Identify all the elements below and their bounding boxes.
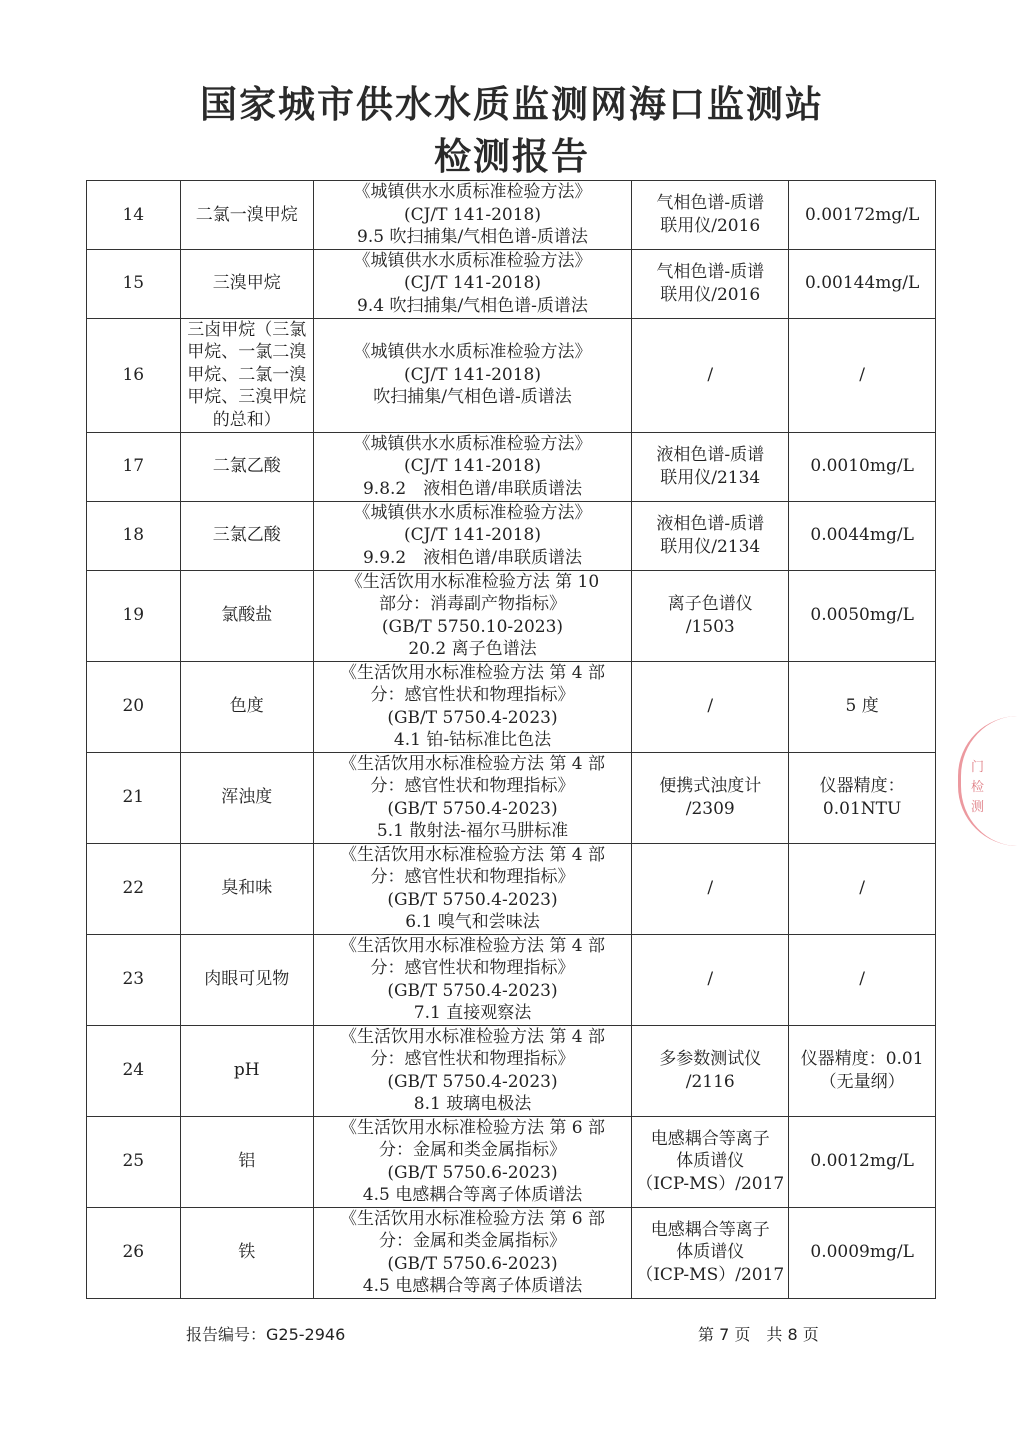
item-name-cell — [180, 934, 313, 1025]
detection-limit-line: 5 度 — [845, 696, 879, 717]
instrument-line: 联用仪/2134 — [660, 536, 761, 557]
test-method-line: 20.2 离子色谱法 — [408, 639, 537, 659]
test-method-line: 《城镇供水水质标准检验方法》 — [353, 342, 592, 363]
detection-limit-line: 0.0010mg/L — [810, 456, 914, 477]
test-method-line: (CJ/T 141-2018) — [403, 204, 541, 225]
test-method-line: (GB/T 5750.10-2023) — [381, 616, 564, 637]
table-row — [87, 1207, 936, 1298]
table-row — [87, 1025, 936, 1116]
red-seal-stamp — [958, 716, 1021, 846]
detection-limit-cell — [789, 1207, 936, 1298]
test-method-line: 4.5 电感耦合等离子体质谱法 — [362, 1185, 583, 1205]
instrument-cell — [632, 181, 789, 250]
item-number-cell: 15 — [87, 249, 181, 318]
item-name-line: 甲烷、一氯二溴 — [187, 342, 307, 363]
detection-limit-line: 0.0044mg/L — [810, 525, 914, 546]
item-name-line: 二氯一溴甲烷 — [195, 204, 298, 225]
item-name-line: 的总和） — [212, 409, 281, 430]
test-method-line: (GB/T 5750.4-2023) — [387, 1071, 558, 1092]
table-row — [87, 249, 936, 318]
item-name-line: pH — [233, 1060, 260, 1081]
test-method-line: 分：感官性状和物理指标》 — [370, 685, 575, 705]
test-method-line: (GB/T 5750.4-2023) — [387, 798, 558, 819]
test-method-line: 9.5 吹扫捕集/气相色谱-质谱法 — [357, 227, 588, 247]
detection-limit-line: / — [859, 364, 865, 385]
instrument-cell — [632, 318, 789, 432]
table-row — [87, 843, 936, 934]
test-method-line: (CJ/T 141-2018) — [403, 525, 541, 546]
test-method-line: 4.1 铂-钴标准比色法 — [393, 730, 552, 750]
stamp-char: 测 — [971, 800, 985, 815]
test-method-line: (CJ/T 141-2018) — [403, 273, 541, 294]
item-name-line: 甲烷、二氯一溴 — [187, 364, 307, 385]
table-row — [87, 318, 936, 432]
detection-limit-line: 0.0050mg/L — [810, 605, 914, 626]
test-method-cell — [313, 1207, 631, 1298]
test-method-line: 《生活饮用水标准检验方法 第 4 部 — [339, 935, 605, 956]
instrument-cell — [632, 661, 789, 752]
detection-limit-cell — [789, 181, 936, 250]
instrument-line: / — [707, 969, 714, 990]
item-number-cell: 23 — [87, 934, 181, 1025]
page-number: 第 7 页 共 8 页 — [698, 1325, 819, 1344]
table-row — [87, 661, 936, 752]
instrument-line: 联用仪/2134 — [660, 467, 761, 488]
item-name-line: 色度 — [229, 696, 264, 717]
test-method-cell — [313, 501, 631, 570]
detection-limit-line: 0.01NTU — [822, 798, 902, 819]
test-method-line: 分：感官性状和物理指标》 — [370, 958, 575, 978]
item-number-cell: 22 — [87, 843, 181, 934]
test-method-line: 分：感官性状和物理指标》 — [370, 1049, 575, 1069]
item-name-cell — [180, 1025, 313, 1116]
instrument-cell — [632, 934, 789, 1025]
test-method-line: 《生活饮用水标准检验方法 第 6 部 — [339, 1208, 605, 1229]
instrument-line: （ICP-MS）/2017 — [636, 1173, 785, 1194]
stamp-char: 检 — [971, 780, 985, 795]
test-method-cell — [313, 1116, 631, 1207]
test-method-line: 分：感官性状和物理指标》 — [370, 867, 575, 887]
item-number-cell: 21 — [87, 752, 181, 843]
detection-limit-line: / — [859, 969, 865, 990]
item-name-line: 二氯乙酸 — [212, 456, 281, 477]
test-method-line: 4.5 电感耦合等离子体质谱法 — [362, 1276, 583, 1296]
instrument-line: 便携式浊度计 — [659, 776, 762, 796]
instrument-line: /2116 — [685, 1071, 735, 1092]
test-method-line: 《生活饮用水标准检验方法 第 6 部 — [339, 1117, 605, 1138]
instrument-cell — [632, 432, 789, 501]
test-method-line: (GB/T 5750.4-2023) — [387, 707, 558, 728]
instrument-line: 离子色谱仪 — [667, 594, 753, 614]
instrument-line: 气相色谱-质谱 — [656, 193, 765, 214]
detection-limit-line: / — [859, 878, 865, 899]
detection-limit-line: （无量纲） — [819, 1071, 905, 1092]
item-name-cell — [180, 249, 313, 318]
instrument-cell — [632, 249, 789, 318]
table-row — [87, 752, 936, 843]
item-name-cell — [180, 318, 313, 432]
instrument-line: （ICP-MS）/2017 — [636, 1264, 785, 1285]
instrument-line: 液相色谱-质谱 — [656, 445, 765, 465]
test-method-line: 《生活饮用水标准检验方法 第 10 — [345, 571, 600, 592]
detection-limit-cell — [789, 249, 936, 318]
report-title: 国家城市供水水质监测网海口监测站 — [200, 83, 824, 126]
detection-limit-line: 仪器精度：0.01 — [800, 1049, 924, 1069]
test-method-cell — [313, 752, 631, 843]
test-method-line: 《生活饮用水标准检验方法 第 4 部 — [339, 844, 605, 865]
test-method-cell — [313, 1025, 631, 1116]
detection-limit-line: 0.0012mg/L — [810, 1151, 914, 1172]
item-name-line: 甲烷、三溴甲烷 — [187, 387, 307, 408]
detection-limit-cell — [789, 934, 936, 1025]
test-method-line: 分：金属和类金属指标》 — [378, 1140, 566, 1160]
report-number-value: G25-2946 — [266, 1325, 346, 1344]
instrument-line: 多参数测试仪 — [659, 1049, 762, 1069]
detection-limit-cell — [789, 318, 936, 432]
instrument-line: 电感耦合等离子 — [650, 1128, 770, 1149]
item-name-line: 三溴甲烷 — [212, 273, 281, 294]
stamp-char: 门 — [971, 760, 985, 775]
test-method-line: (CJ/T 141-2018) — [403, 456, 541, 477]
item-name-line: 肉眼可见物 — [204, 969, 290, 990]
test-method-line: 6.1 嗅气和尝味法 — [405, 912, 540, 932]
test-method-line: 《城镇供水水质标准检验方法》 — [353, 433, 592, 454]
item-name-cell — [180, 181, 313, 250]
detection-limit-cell — [789, 843, 936, 934]
instrument-line: 液相色谱-质谱 — [656, 514, 765, 534]
instrument-line: / — [707, 364, 714, 385]
test-method-cell — [313, 181, 631, 250]
detection-limit-cell — [789, 570, 936, 661]
instrument-cell — [632, 843, 789, 934]
report-subtitle: 检测报告 — [434, 135, 590, 178]
instrument-cell — [632, 570, 789, 661]
item-number-cell: 26 — [87, 1207, 181, 1298]
instrument-line: 体质谱仪 — [676, 1151, 745, 1172]
item-name-line: 三氯乙酸 — [212, 525, 281, 546]
test-method-line: 9.9.2 液相色谱/串联质谱法 — [362, 547, 582, 568]
item-number-cell: 19 — [87, 570, 181, 661]
detection-limit-cell — [789, 501, 936, 570]
test-method-line: 分：感官性状和物理指标》 — [370, 776, 575, 796]
item-name-line: 氯酸盐 — [221, 605, 273, 626]
test-method-line: 9.8.2 液相色谱/串联质谱法 — [362, 478, 582, 499]
test-method-line: 部分：消毒副产物指标》 — [378, 594, 566, 614]
test-method-cell — [313, 661, 631, 752]
report-number — [186, 1322, 345, 1345]
test-method-line: (GB/T 5750.4-2023) — [387, 889, 558, 910]
detection-limit-cell — [789, 661, 936, 752]
item-name-cell — [180, 661, 313, 752]
test-method-cell — [313, 432, 631, 501]
test-method-line: 《城镇供水水质标准检验方法》 — [353, 250, 592, 271]
item-number-cell: 17 — [87, 432, 181, 501]
item-name-cell — [180, 570, 313, 661]
item-number-cell: 16 — [87, 318, 181, 432]
detection-limit-line: 0.00172mg/L — [804, 204, 920, 225]
test-method-cell — [313, 843, 631, 934]
test-method-line: 《城镇供水水质标准检验方法》 — [353, 182, 592, 202]
instrument-cell — [632, 501, 789, 570]
item-name-cell — [180, 752, 313, 843]
test-method-line: 分：金属和类金属指标》 — [378, 1231, 566, 1251]
test-method-cell — [313, 934, 631, 1025]
test-method-cell — [313, 249, 631, 318]
table-row — [87, 1116, 936, 1207]
table-row — [87, 181, 936, 250]
item-number-cell: 20 — [87, 661, 181, 752]
table-row — [87, 432, 936, 501]
test-method-line: 5.1 散射法-福尔马肼标准 — [376, 821, 569, 841]
item-name-cell — [180, 432, 313, 501]
instrument-line: 体质谱仪 — [676, 1242, 745, 1263]
item-name-cell — [180, 843, 313, 934]
instrument-line: 联用仪/2016 — [660, 215, 761, 236]
detection-limit-cell — [789, 432, 936, 501]
test-method-line: 8.1 玻璃电极法 — [413, 1094, 532, 1114]
instrument-line: / — [707, 696, 714, 717]
detection-limit-line: 仪器精度： — [819, 776, 905, 796]
instrument-line: 气相色谱-质谱 — [656, 262, 765, 282]
test-method-line: 《生活饮用水标准检验方法 第 4 部 — [339, 753, 605, 774]
instrument-cell — [632, 1025, 789, 1116]
item-name-cell — [180, 1116, 313, 1207]
item-name-cell — [180, 501, 313, 570]
detection-limit-cell — [789, 1025, 936, 1116]
item-name-line: 浑浊度 — [221, 787, 273, 808]
test-method-line: (CJ/T 141-2018) — [403, 364, 541, 385]
table-row — [87, 501, 936, 570]
detection-limit-line: 0.0009mg/L — [810, 1242, 914, 1263]
test-method-line: (GB/T 5750.6-2023) — [387, 1162, 558, 1183]
table-row — [87, 570, 936, 661]
item-name-line: 铝 — [238, 1151, 256, 1172]
results-table — [86, 180, 936, 1299]
item-number-cell: 14 — [87, 181, 181, 250]
test-method-line: (GB/T 5750.6-2023) — [387, 1253, 558, 1274]
test-method-line: 7.1 直接观察法 — [413, 1003, 532, 1023]
table-row — [87, 934, 936, 1025]
instrument-cell — [632, 1116, 789, 1207]
test-method-line: (GB/T 5750.4-2023) — [387, 980, 558, 1001]
item-name-line: 铁 — [238, 1242, 256, 1263]
item-number-cell: 18 — [87, 501, 181, 570]
instrument-line: /2309 — [685, 798, 735, 819]
item-number-cell: 25 — [87, 1116, 181, 1207]
report-number-label: 报告编号： — [186, 1325, 267, 1344]
test-method-line: 9.4 吹扫捕集/气相色谱-质谱法 — [357, 295, 588, 316]
instrument-line: / — [707, 878, 714, 899]
test-method-line: 吹扫捕集/气相色谱-质谱法 — [373, 387, 572, 408]
test-method-line: 《生活饮用水标准检验方法 第 4 部 — [339, 1026, 605, 1047]
detection-limit-cell — [789, 752, 936, 843]
instrument-line: 电感耦合等离子 — [650, 1219, 770, 1240]
item-name-line: 三卤甲烷（三氯 — [187, 319, 307, 340]
instrument-line: 联用仪/2016 — [660, 284, 761, 305]
item-name-line: 臭和味 — [221, 878, 273, 899]
test-method-line: 《城镇供水水质标准检验方法》 — [353, 502, 592, 523]
instrument-cell — [632, 1207, 789, 1298]
instrument-line: /1503 — [685, 616, 735, 637]
test-method-cell — [313, 318, 631, 432]
detection-limit-line: 0.00144mg/L — [804, 273, 920, 294]
test-method-cell — [313, 570, 631, 661]
item-name-cell — [180, 1207, 313, 1298]
test-method-line: 《生活饮用水标准检验方法 第 4 部 — [339, 662, 605, 683]
instrument-cell — [632, 752, 789, 843]
item-number-cell: 24 — [87, 1025, 181, 1116]
detection-limit-cell — [789, 1116, 936, 1207]
